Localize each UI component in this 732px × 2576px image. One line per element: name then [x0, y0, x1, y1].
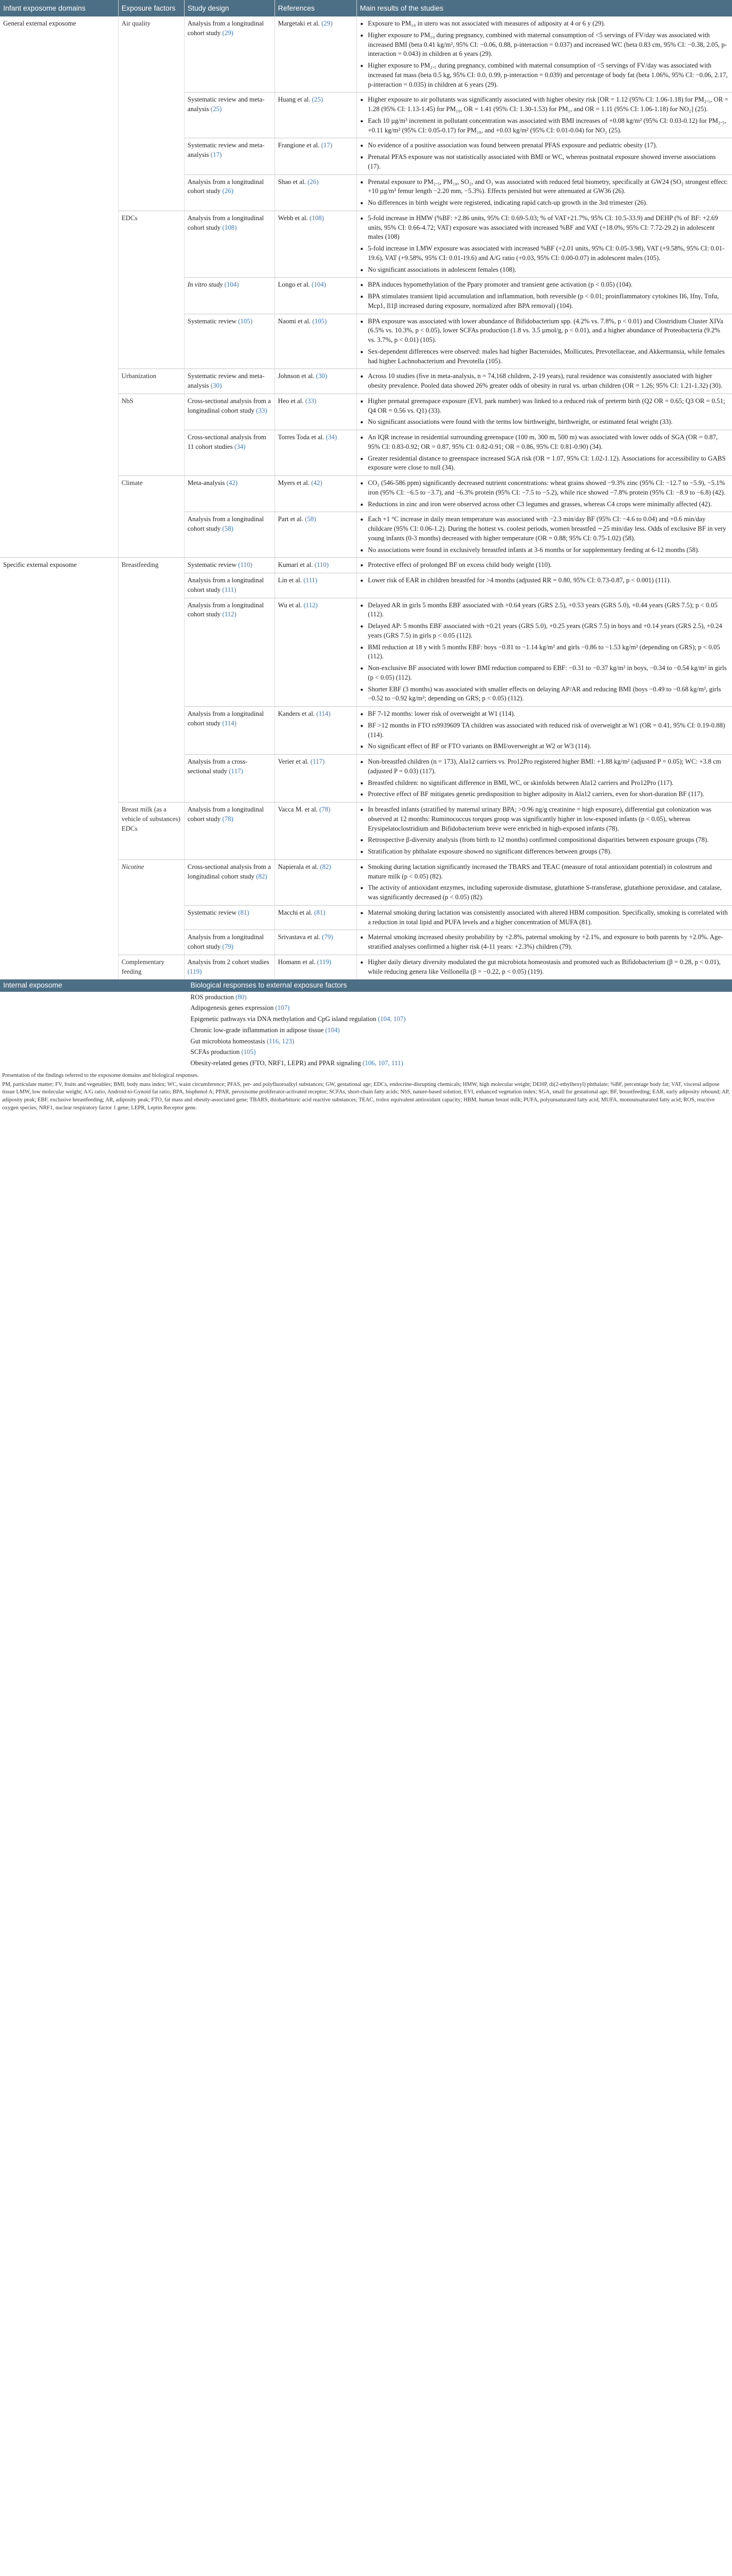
result-item: • Higher daily dietary diversity modulated the gut microbiota homeostasis and promoted such as Bifidobacterium (β = 0.28, p < 0.01), while reducing genera like Veillonella (β = −0.22, p < 0.05) (119).	[368, 958, 729, 977]
internal-response-citation[interactable]: (104, 107)	[378, 1015, 406, 1023]
study-design-citation[interactable]: (114)	[222, 719, 237, 727]
study-design-cell	[184, 755, 274, 802]
factor-cell: EDCs	[118, 211, 184, 369]
legend-line-2: PM, particulate matter; FV, fruits and vegetables; BMI, body mass index; WC, waist circumference; PFAS, per- and polyfluoroalkyl substances; GW, gestational age; EDCs, endocrine-disrupting chemicals; HMW, high molecular weight; DEHP, di(2-ethylhexyl) phthalate; %BF, percentage body fat; VAT, visceral adipose tissue LMW, low molecular weight; A/G ratio, Android-to-Gynoid fat ratio; BPA, bisphenol A; PPAR, peroxisome proliferator-activated receptor; SCFAs, short-chain fatty acids; NbS, nature-based solution; EVI, enhanced vegetation index; SGA, small for gestational age; BF, breastfeeding; EAR, early adiposity rebound; AP, adiposity peak; EBF, exclusive breastfeeding; AR, adiposity peak; FTO, fat mass and obesity-associated gene; TBARS, thiobarbituric acid reactive substances; TEAC, trolox equivalent antioxidant capacity; HBM, human breast milk; PUFA, polyunsaturated fatty acid; MUFA, monounsaturated fatty acid; ROS, reactive oxygen species; NRF1, nuclear respiratory factor 1 gene; LEPR, Leptin Receptor gene.	[2, 1081, 730, 1111]
results-cell	[356, 394, 732, 430]
internal-response-citation[interactable]: (80)	[235, 993, 247, 1001]
study-design-cell	[184, 476, 274, 512]
reference-cell	[274, 573, 356, 598]
results-list	[360, 515, 729, 555]
results-list	[360, 95, 729, 135]
reference-citation[interactable]: (26)	[307, 178, 319, 186]
internal-row	[0, 992, 732, 1003]
reference-author: Naomi et al.	[278, 317, 311, 325]
reference-cell	[274, 802, 356, 860]
reference-cell	[274, 755, 356, 802]
result-item: • An IQR increase in residential surrounding greenspace (100 m, 300 m, 500 m) was associated with lower odds of SGA (OR = 0.87, 95% CI: 0.83-0.92; OR = 0.87, 95% CI: 0.82-0.91; OR = 0.86, 95% CI: 0.81-0.90) (34).	[368, 433, 729, 452]
results-cell	[356, 558, 732, 573]
result-item: • BF >12 months in FTO rs9939609 TA children was associated with reduced risk of overweight at W1 (OR = 0.41, 95% CI: 0.19-0.88) (114).	[368, 721, 729, 740]
result-item: • Shorter EBF (3 months) was associated with smaller effects on delaying AP/AR and reducing BMI (boys −0.49 to −0.68 kg/m², girls −0.52 to −0.92 kg/m²; depending on GRS; p < 0.05) (112).	[368, 685, 729, 704]
study-design-text: Cross-sectional analysis from a longitudinal cohort study	[187, 397, 271, 414]
study-design-citation[interactable]: (30)	[210, 382, 222, 390]
result-item: • Reductions in zinc and iron were observed across other C3 legumes and grasses, whereas C4 crops were minimally affected (42).	[368, 500, 729, 509]
internal-response-text: Chronic low-grade inflammation in adipose tissue	[190, 1026, 324, 1034]
result-item: • Higher exposure to PM₂.₅ during pregnancy, combined with maternal consumption of <5 servings of FV/day was associated with increased fat mass (beta 0.5 kg, 95% CI: 0.0, 0.99, p-interaction = 0.039) and percentage of body fat (beta 1.06%, 95% CI: −0.06, 2.17, p-interaction = 0.035) in children at 6 years (29).	[368, 61, 729, 89]
results-list	[360, 397, 729, 427]
study-design-text: Analysis from a cross-sectional study	[187, 758, 248, 775]
reference-author: Myers et al.	[278, 479, 310, 487]
reference-cell	[274, 430, 356, 476]
study-design-citation[interactable]: (25)	[210, 105, 222, 113]
internal-response-text: Obesity-related genes (FTO, NRF1, LEPR) and PPAR signaling	[190, 1059, 361, 1067]
reference-citation[interactable]: (42)	[311, 479, 322, 487]
study-design-citation[interactable]: (105)	[238, 317, 253, 325]
results-cell	[356, 755, 732, 802]
reference-citation[interactable]: (117)	[310, 758, 325, 766]
result-item: • Each +1 °C increase in daily mean temperature was associated with −2.3 min/day BF (95% CI: −4.6 to 0.04) and +0.6 min/day childcare (95% CI: 0.06-1.2). During the hottest vs. coolest periods, women breastfed ∼25 min/day less. Odds of exclusive BF in very young infants (0-3 months) decreased with higher temperature (OR = 0.88; 95% CI: 0.75-1.02) (58).	[368, 515, 729, 543]
reference-author: Napierala et al.	[278, 863, 319, 871]
result-item: • Prenatal PFAS exposure was not statistically associated with BMI or WC, whereas postnatal exposure showed inverse associations (17).	[368, 153, 729, 172]
result-item: • 5-fold increase in HMW (%BF: +2.86 units, 95% CI: 0.69-5.03; % of VAT+21.7%, 95% CI: 10.5-33.9) and DEHP (% of BF: +2.69 units, 95% CI: 0.66-4.72; VAT) exposure was associated with increased %BF and VAT (+18.0%, 95% CI: 7.72-29.2) in adolescent males (108)	[368, 214, 729, 242]
reference-cell	[274, 859, 356, 905]
results-list	[360, 863, 729, 902]
domain-cell: General external exposome	[0, 16, 118, 558]
reference-citation[interactable]: (30)	[316, 372, 327, 380]
results-list	[360, 561, 729, 570]
results-list	[360, 576, 729, 586]
results-list	[360, 601, 729, 704]
result-item: • 5-fold increase in LMW exposure was associated with increased %BF (+2.01 units, 95% CI: 0.05-3.98), VAT (+9.58%, 95% CI: 0.01-19.6), VAT (+9.58%, 95% CI: 0.01-19.6) and A/G ratio (+0.03, 95% CI: 0.00-0.07) in adolescent males (105).	[368, 244, 729, 263]
study-design-citation[interactable]: (79)	[222, 943, 234, 951]
results-cell	[356, 476, 732, 512]
study-design-cell	[184, 558, 274, 573]
internal-response-citation[interactable]: (104)	[325, 1026, 340, 1034]
reference-author: Kumari et al.	[278, 561, 313, 569]
table-page	[0, 0, 732, 1118]
study-design-citation[interactable]: (29)	[222, 29, 234, 37]
study-design-cell	[184, 930, 274, 955]
internal-empty-cell	[0, 992, 187, 1003]
internal-row	[0, 1058, 732, 1069]
study-design-cell	[184, 278, 274, 314]
result-item: • Greater residential distance to greenspace increased SGA risk (OR = 1.07, 95% CI: 1.02-1.12). Associations for accessibility to GABS exposure were close to null (34).	[368, 454, 729, 473]
internal-response-cell	[187, 992, 732, 1003]
reference-author: Vacca M. et al.	[278, 806, 318, 814]
reference-cell	[274, 512, 356, 558]
result-item: • Non-breastfed children (n = 173), Ala12 carriers vs. Pro12Pro registered higher BMI: +1.88 kg/m² (adjusted P = 0.05); WC: +3.8 cm (adjusted P = 0.03) (117).	[368, 757, 729, 776]
results-list	[360, 317, 729, 366]
study-design-text: Systematic review and meta-analysis	[187, 96, 265, 113]
study-design-cell	[184, 573, 274, 598]
study-design-citation[interactable]: (42)	[226, 479, 238, 487]
study-design-text: Analysis from a longitudinal cohort study	[187, 933, 264, 951]
results-cell	[356, 930, 732, 955]
result-item: • Prenatal exposure to PM₂.₅, PM₁₀, SO₂, and O₃ was associated with reduced fetal biometry, specifically at GW24 (SO₂ strongest effect: +10 µg/m³ femur length −2.20 mm, −5.3%). Effects persisted but were attenuated at GW36 (26).	[368, 178, 729, 197]
reference-cell	[274, 174, 356, 211]
reference-cell	[274, 558, 356, 573]
study-design-text: Analysis from a longitudinal cohort study	[187, 576, 264, 593]
results-list	[360, 141, 729, 171]
reference-author: Wu et al.	[278, 601, 302, 609]
results-list	[360, 433, 729, 473]
internal-response-cell	[187, 1047, 732, 1058]
study-design-citation[interactable]: (117)	[229, 767, 243, 775]
result-item: • Breastfed children: no significant difference in BMI, WC, or skinfolds between Ala12 carriers and Pro12Pro (117).	[368, 779, 729, 788]
study-design-citation[interactable]: (33)	[256, 406, 268, 414]
reference-citation[interactable]: (82)	[320, 863, 331, 871]
reference-citation[interactable]: (105)	[312, 317, 327, 325]
reference-citation[interactable]: (111)	[303, 576, 318, 584]
table-legend	[0, 1069, 732, 1118]
result-item: • Maternal smoking increased obesity probability by +2.8%, paternal smoking by +2.1%, and exposure to both parents by +2.0%. Age-stratified analyses confirmed a higher risk (4-11 years: +2.3%) children (79).	[368, 933, 729, 952]
result-item: • Protective effect of prolonged BF on excess child body weight (110).	[368, 561, 729, 570]
study-design-cell	[184, 174, 274, 211]
results-cell	[356, 16, 732, 93]
result-item: • CO₂ (546-586 ppm) significantly decreased nutrient concentrations: wheat grains showed −9.3% zinc (95% CI: −12.7 to −5.9), −5.1% iron (95% CI: −6.5 to −3.7), and −6.3% protein (95% CI: −7.5 to −5.2), while rice showed −7.8% protein (95% CI: −8.9 to −6.8) (42).	[368, 479, 729, 498]
internal-response-cell	[187, 1002, 732, 1014]
reference-author: Margetaki et al.	[278, 20, 320, 28]
internal-exposome-table	[0, 980, 732, 1069]
study-design-cell	[184, 93, 274, 138]
reference-author: Huang et al.	[278, 96, 311, 104]
internal-header-col2: Biological responses to external exposure factors	[187, 980, 732, 991]
study-design-text: Systematic review	[187, 561, 237, 569]
results-list	[360, 958, 729, 977]
result-item: • No significant associations in adolescent females (108).	[368, 265, 729, 275]
reference-citation[interactable]: (81)	[314, 908, 326, 916]
study-design-text: Systematic review	[187, 317, 237, 325]
result-item: • Smoking during lactation significantly increased the TBARS and TEAC (measure of total antioxidant potential) in colostrum and mature milk (p < 0.05) (82).	[368, 863, 729, 882]
reference-cell	[274, 707, 356, 755]
results-cell	[356, 174, 732, 211]
result-item: • Higher exposure to PM₁₀ during pregnancy, combined with maternal consumption of <5 servings of FV/day was associated with increased BMI (beta 0.41 kg/m², 95% CI: −0.06, 0.88, p-interaction = 0.037) and increased WC (beta 0.83 cm, 95% CI: −0.38, 2.05, p-interaction = 0.043) in children at 6 years (29).	[368, 31, 729, 59]
internal-response-citation[interactable]: (116, 123)	[267, 1037, 295, 1045]
reference-author: Frangione et al.	[278, 141, 320, 149]
factor-cell: Nicotine	[118, 859, 184, 955]
internal-response-citation[interactable]: (106, 107, 111)	[362, 1059, 403, 1067]
header-references: References	[274, 0, 356, 16]
result-item: • No significant associations were found with the terms low birthweight, birthweight, or estimated fetal weight (33).	[368, 417, 729, 427]
study-design-citation[interactable]: (110)	[238, 561, 253, 569]
header-domains: Infant exposome domains	[0, 0, 118, 16]
factor-cell: NbS	[118, 394, 184, 475]
result-item: • Maternal smoking during lactation was consistently associated with altered HBM composition. Specifically, smoking is correlated with a reduction in total lipid and PUFA levels and a higher concentration of MUFA (81).	[368, 908, 729, 927]
internal-empty-cell	[0, 1014, 187, 1025]
study-design-cell	[184, 138, 274, 174]
study-design-citation[interactable]: (82)	[256, 872, 268, 880]
results-list	[360, 757, 729, 799]
results-cell	[356, 598, 732, 707]
study-design-text: In vitro study	[187, 281, 223, 289]
internal-row	[0, 1002, 732, 1014]
result-item: • BF 7-12 months: lower risk of overweight at W1 (114).	[368, 709, 729, 719]
study-design-citation[interactable]: (58)	[222, 525, 234, 533]
result-item: • No associations were found in exclusively breastfed infants at 3-6 months or for supplementary feeding at 6-12 months (58).	[368, 546, 729, 555]
reference-citation[interactable]: (34)	[326, 433, 337, 441]
reference-cell	[274, 16, 356, 93]
results-cell	[356, 512, 732, 558]
table-header-row	[0, 0, 732, 16]
internal-empty-cell	[0, 1047, 187, 1058]
internal-response-citation[interactable]: (105)	[241, 1048, 256, 1056]
factor-cell: Breastfeeding	[118, 558, 184, 802]
results-cell	[356, 278, 732, 314]
result-item: • BPA induces hypomethylation of the Ppary promoter and transient gene activation (p < 0.05) (104).	[368, 280, 729, 290]
results-cell	[356, 138, 732, 174]
reference-author: Srivastava et al.	[278, 933, 320, 941]
results-cell	[356, 859, 732, 905]
reference-cell	[274, 955, 356, 980]
study-design-citation[interactable]: (119)	[187, 967, 202, 975]
internal-row	[0, 1014, 732, 1025]
reference-cell	[274, 138, 356, 174]
reference-citation[interactable]: (29)	[321, 20, 333, 28]
results-cell	[356, 369, 732, 394]
reference-cell	[274, 314, 356, 369]
reference-author: Verier et al.	[278, 758, 309, 766]
study-design-text: Analysis from a longitudinal cohort study	[187, 178, 264, 195]
study-design-text: Analysis from a longitudinal cohort study	[187, 20, 264, 37]
study-design-text: Cross-sectional analysis from a longitudinal cohort study	[187, 863, 271, 880]
internal-header-row	[0, 980, 732, 991]
internal-response-cell	[187, 1036, 732, 1047]
study-design-cell	[184, 512, 274, 558]
study-design-cell	[184, 802, 274, 860]
study-design-text: Cross-sectional analysis from 11 cohort studies	[187, 433, 267, 450]
reference-author: Longo et al.	[278, 281, 310, 289]
study-design-cell	[184, 955, 274, 980]
reference-author: Kanders et al.	[278, 710, 315, 718]
reference-author: Shao et al.	[278, 178, 306, 186]
study-design-cell	[184, 211, 274, 278]
results-cell	[356, 314, 732, 369]
study-design-text: Systematic review	[187, 908, 237, 916]
reference-author: Macchi et al.	[278, 908, 313, 916]
reference-citation[interactable]: (110)	[314, 561, 329, 569]
exposome-table	[0, 0, 732, 980]
header-factors: Exposure factors	[118, 0, 184, 16]
result-item: • Protective effect of BF mitigates genetic predisposition to higher adiposity in Ala12 carriers, even for short-duration BF (117).	[368, 790, 729, 799]
reference-cell	[274, 598, 356, 707]
reference-author: Heo et al.	[278, 397, 304, 405]
result-item: • Retrospective β-diversity analysis (from birth to 12 months) confirmed compositional disparities between exposure groups (78).	[368, 835, 729, 845]
reference-author: Torres Toda et al.	[278, 433, 325, 441]
internal-response-cell	[187, 1025, 732, 1036]
result-item: • BMI reduction at 18 y with 5 months EBF: boys −0.81 to −1.14 kg/m² and girls −0.86 to −1.53 kg/m² (depending on GRS); p < 0.05 (112).	[368, 643, 729, 662]
results-list	[360, 280, 729, 311]
result-item: • Sex-dependent differences were observed: males had higher Bacteroides, Mollicutes, Prevotellaceae, and Akkermansia, while females had higher Lachnobacterium and Prevotella (105).	[368, 347, 729, 366]
internal-empty-cell	[0, 1025, 187, 1036]
results-cell	[356, 905, 732, 930]
reference-citation[interactable]: (112)	[303, 601, 318, 609]
study-design-citation[interactable]: (78)	[222, 815, 234, 823]
reference-citation[interactable]: (119)	[317, 958, 331, 966]
study-design-text: Analysis from a longitudinal cohort study	[187, 214, 264, 231]
study-design-citation[interactable]: (108)	[222, 223, 237, 231]
result-item: • No evidence of a positive association was found between prenatal PFAS exposure and pediatric obesity (17).	[368, 141, 729, 150]
result-item: • Each 10 µg/m³ increment in pollutant concentration was associated with BMI increases of +0.08 kg/m² (95% CI: 0.03-0.12) for PM₂.₅, +0.11 kg/m² (95% CI: 0.05-0.17) for PM₁₀, and +0.03 kg/m² (95% CI: 0.01-0.04) for NO₂ (25).	[368, 116, 729, 136]
table-row	[0, 16, 732, 93]
study-design-cell	[184, 905, 274, 930]
result-item: • No differences in birth weight were registered, indicating rapid catch-up growth in the 3rd trimester (26).	[368, 198, 729, 208]
study-design-text: Systematic review and meta-analysis	[187, 372, 265, 390]
factor-cell: Breast milk (as a vehicle of substances) EDCs	[118, 802, 184, 860]
internal-response-text: Adipogenesis genes expression	[190, 1004, 274, 1012]
study-design-citation[interactable]: (26)	[222, 187, 234, 195]
reference-citation[interactable]: (114)	[316, 710, 331, 718]
internal-response-text: ROS production	[190, 993, 234, 1001]
study-design-citation[interactable]: (104)	[224, 281, 239, 289]
internal-response-text: SCFAs production	[190, 1048, 240, 1056]
study-design-text: Analysis from a longitudinal cohort study	[187, 710, 264, 727]
results-list	[360, 933, 729, 952]
reference-cell	[274, 394, 356, 430]
reference-author: Lin et al.	[278, 576, 302, 584]
reference-author: Homann et al.	[278, 958, 315, 966]
reference-cell	[274, 278, 356, 314]
study-design-cell	[184, 598, 274, 707]
results-list	[360, 805, 729, 857]
results-cell	[356, 211, 732, 278]
result-item: • The activity of antioxidant enzymes, including superoxide dismutase, glutathione S-transferase, glutathione peroxidase, and catalase, was significantly decreased (p < 0.05) (82).	[368, 883, 729, 902]
header-design: Study design	[184, 0, 274, 16]
internal-empty-cell	[0, 1058, 187, 1069]
study-design-citation[interactable]: (112)	[222, 610, 237, 618]
study-design-cell	[184, 707, 274, 755]
result-item: • Higher prenatal greenspace exposure (EVI, park number) was linked to a reduced risk of preterm birth (Q2 OR = 0.65; Q3 OR = 0.51; Q4 OR = 0.56 vs. Q1) (33).	[368, 397, 729, 416]
result-item: • Lower risk of EAR in children breastfed for >4 months (adjusted RR = 0.80, 95% CI: 0.73-0.87, p < 0.001) (111).	[368, 576, 729, 586]
study-design-cell	[184, 430, 274, 476]
results-list	[360, 908, 729, 927]
study-design-citation[interactable]: (17)	[210, 151, 222, 159]
reference-cell	[274, 93, 356, 138]
study-design-cell	[184, 859, 274, 905]
study-design-text: Analysis from a longitudinal cohort study	[187, 515, 264, 533]
results-cell	[356, 430, 732, 476]
results-cell	[356, 955, 732, 980]
factor-cell: Climate	[118, 476, 184, 558]
study-design-cell	[184, 394, 274, 430]
reference-author: Part et al.	[278, 515, 304, 523]
study-design-text: Analysis from 2 cohort studies	[187, 958, 269, 966]
results-cell	[356, 93, 732, 138]
internal-empty-cell	[0, 1036, 187, 1047]
reference-author: Webb et al.	[278, 214, 308, 222]
reference-cell	[274, 930, 356, 955]
internal-response-cell	[187, 1058, 732, 1069]
result-item: • Delayed AP: 5 months EBF associated with +0.21 years (GRS 5.0), +0.25 years (GRS 7.5) in boys and +0.14 years (GRS 2.5), +0.24 years (GRS 7.5) in girls p < 0.05 (112).	[368, 622, 729, 641]
results-list	[360, 372, 729, 391]
reference-citation[interactable]: (17)	[321, 141, 332, 149]
reference-citation[interactable]: (58)	[305, 515, 317, 523]
results-list	[360, 178, 729, 208]
reference-citation[interactable]: (79)	[322, 933, 333, 941]
study-design-text: Analysis from a longitudinal cohort study	[187, 806, 264, 823]
results-cell	[356, 573, 732, 598]
results-list	[360, 19, 729, 89]
reference-citation[interactable]: (108)	[309, 214, 324, 222]
internal-response-citation[interactable]: (107)	[275, 1004, 290, 1012]
reference-citation[interactable]: (78)	[319, 806, 331, 814]
study-design-text: Meta-analysis	[187, 479, 225, 487]
reference-cell	[274, 905, 356, 930]
internal-row	[0, 1047, 732, 1058]
result-item: • Delayed AR in girls 5 months EBF associated with +0.64 years (GRS 2.5), +0.53 years (GRS 5.0), +0.44 years (GRS 7.5); p < 0.05 (112).	[368, 601, 729, 620]
result-item: • No significant effect of BF or FTO variants on BMI/overweight at W2 or W3 (114).	[368, 742, 729, 751]
result-item: • Across 10 studies (five in meta-analysis, n = 74,168 children, 2-19 years), rural residence was consistently associated with higher obesity prevalence. Pooled data showed 26% greater odds of obesity in rural vs. urban children (OR = 1.26; 95% CI: 1.21-1.32) (30).	[368, 372, 729, 391]
internal-response-text: Gut microbiota homeostasis	[190, 1037, 265, 1045]
header-results: Main results of the studies	[356, 0, 732, 16]
internal-header-col1: Internal exposome	[0, 980, 187, 991]
result-item: • Higher exposure to air pollutants was significantly associated with higher obesity risk [OR = 1.12 (95% CI: 1.06-1.18) for PM₂.₅, OR = 1.28 (95% CI: 1.13-1.45) for PM₁₀, OR = 1.41 (95% CI: 1.30-1.53) for PM₁, and OR = 1.11 (95% CI: 1.06-1.18) for NO₂] (25).	[368, 95, 729, 114]
result-item: • Non-exclusive BF associated with lower BMI reduction compared to EBF: −0.31 to −0.37 kg/m² in boys, −0.34 to −0.54 kg/m² in girls (p < 0.05) (112).	[368, 664, 729, 683]
reference-cell	[274, 476, 356, 512]
results-cell	[356, 802, 732, 860]
internal-row	[0, 1025, 732, 1036]
reference-citation[interactable]: (25)	[312, 96, 323, 104]
reference-citation[interactable]: (33)	[305, 397, 317, 405]
study-design-citation[interactable]: (81)	[238, 908, 249, 916]
internal-response-text: Epigenetic pathways via DNA methylation and CpG island regulation	[190, 1015, 377, 1023]
legend-line-1: Presentation of the findings referred to the exposome domains and biological responses.	[2, 1072, 199, 1078]
reference-citation[interactable]: (104)	[311, 281, 326, 289]
results-cell	[356, 707, 732, 755]
reference-cell	[274, 211, 356, 278]
study-design-cell	[184, 16, 274, 93]
study-design-citation[interactable]: (111)	[222, 586, 236, 593]
factor-cell: Air quality	[118, 16, 184, 211]
internal-empty-cell	[0, 1002, 187, 1014]
results-list	[360, 479, 729, 509]
study-design-text: Systematic review and meta-analysis	[187, 141, 265, 159]
result-item: • BPA stimulates transient lipid accumulation and inflammation, both reversible (p < 0.01; proinflammatory cytokines Il6, Ifnγ, Tnfα, Mcp1, Il1β increased during exposure, normalized after BPA removal) (104).	[368, 292, 729, 311]
internal-response-cell	[187, 1014, 732, 1025]
internal-row	[0, 1036, 732, 1047]
factor-cell: Complementary feeding	[118, 955, 184, 980]
study-design-cell	[184, 314, 274, 369]
results-list	[360, 709, 729, 751]
results-list	[360, 214, 729, 275]
result-item: • Stratification by phthalate exposure showed no significant differences between groups (78).	[368, 847, 729, 857]
result-item: • Exposure to PM₁₀ in utero was not associated with measures of adiposity at 4 or 6 y (29).	[368, 19, 729, 29]
result-item: • BPA exposure was associated with lower abundance of Bifidobacterium spp. (4.2% vs. 7.8%, p < 0.01) and Clostridium Cluster XIVa (6.5% vs. 10.3%, p < 0.05), lower SCFAs production (1.8 vs. 3.5 µmol/g, p < 0.01), and a higher abundance of Proteobacteria (9.2% vs. 3.7%, p < 0.01) (105).	[368, 317, 729, 345]
reference-cell	[274, 369, 356, 394]
reference-author: Johnson et al.	[278, 372, 314, 380]
study-design-text: Analysis from a longitudinal cohort study	[187, 601, 264, 618]
table-row	[0, 558, 732, 573]
domain-cell: Specific external exposome	[0, 558, 118, 980]
factor-cell: Urbanization	[118, 369, 184, 394]
study-design-cell	[184, 369, 274, 394]
result-item: • In breastfed infants (stratified by maternal urinary BPA; >0.96 ng/g creatinine = high exposure), differential gut colonization was observed at 12 months: Ruminococcus torques group was significantly higher in low-exposed infants (p < 0.05), whereas Erysipelatoclostridium and Bifidobacterium breve were enriched in high-exposed infants (78).	[368, 805, 729, 833]
study-design-citation[interactable]: (34)	[234, 442, 246, 450]
